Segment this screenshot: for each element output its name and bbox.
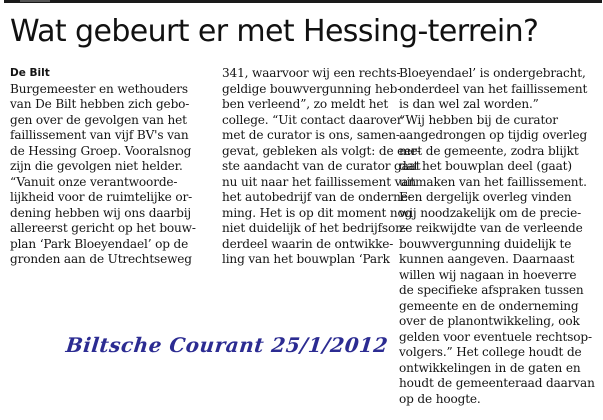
text-line: dat het bouwplan deel (gaat) [399, 159, 572, 173]
text-line: volgers.” Het college houdt de [399, 345, 582, 359]
text-line: allereerst gericht op het bouw- [10, 221, 196, 235]
text-line: Bloeyendael’ is ondergebracht, [399, 66, 586, 80]
text-line: willen wij nagaan in hoeverre [399, 267, 577, 282]
text-line: geldige bouwvergunning heb- [222, 81, 402, 96]
text-line: college. “Uit contact daarover [222, 112, 403, 127]
article-column-2 [222, 66, 421, 268]
source-date-stamp: Biltsche Courant 25/1/2012 [64, 333, 390, 357]
text-line: op de hoogte. [399, 391, 481, 406]
text-line: de specifieke afspraken tussen [399, 283, 584, 297]
top-scrap-mark [20, 0, 50, 2]
text-line: ze reikwijdte van de verleende [399, 221, 583, 235]
text-line: ling van het bouwplan ‘Park [222, 252, 390, 266]
text-line: gemeente en de onderneming [399, 298, 579, 313]
text-line: de Hessing Groep. Vooralsnog [10, 143, 192, 158]
text-line: Burgemeester en wethouders [10, 81, 188, 96]
text-line: met de curator is ons, samen- [222, 128, 400, 142]
text-line: bouwvergunning duidelijk te [399, 236, 572, 251]
text-line: van De Bilt hebben zich gebo- [10, 97, 190, 111]
text-line: ste aandacht van de curator gaat [222, 159, 421, 173]
text-line: gelden voor eventuele rechtsop- [399, 329, 592, 344]
text-line: “Vanuit onze verantwoorde- [10, 174, 178, 189]
text-line: dening hebben wij ons daarbij [10, 205, 192, 220]
text-line: ming. Het is op dit moment nog [222, 205, 413, 220]
text-line: niet duidelijk of het bedrijfson- [222, 221, 407, 235]
text-line: aangedrongen op tijdig overleg [399, 128, 588, 142]
text-line: onderdeel van het faillissement [399, 81, 588, 96]
text-line: ontwikkelingen in de gaten en [399, 360, 581, 375]
text-line: derdeel waarin de ontwikke- [222, 236, 394, 251]
text-line: kunnen aangeven. Daarnaast [399, 252, 575, 266]
text-line: ben verleend”, zo meldt het [222, 97, 389, 111]
text-line: plan ‘Park Bloeyendael’ op de [10, 236, 189, 251]
text-line: lijkheid voor de ruimtelijke or- [10, 190, 193, 204]
text-line: gen over de gevolgen van het [10, 112, 187, 127]
article-column-1 [10, 66, 214, 268]
text-line: met de gemeente, zodra blijkt [399, 143, 579, 158]
text-line: nu uit naar het faillissement van [222, 174, 416, 189]
text-line: 341, waarvoor wij een rechts- [222, 66, 401, 80]
text-line: gronden aan de Utrechtseweg [10, 252, 192, 266]
text-line: “Wij hebben bij de curator [399, 112, 558, 127]
text-line: wij noodzakelijk om de precie- [399, 205, 582, 220]
text-line: faillissement van vijf BV's van [10, 128, 189, 142]
text-line: Een dergelijk overleg vinden [399, 190, 572, 204]
text-line: gevat, gebleken als volgt: de eer- [222, 143, 421, 158]
article-column-3 [399, 66, 599, 407]
article-headline: Wat gebeurt er met Hessing-terrein? [10, 14, 539, 49]
dateline: De Bilt [10, 67, 50, 79]
text-line: zijn die gevolgen niet helder. [10, 159, 183, 173]
text-line: over de planontwikkeling, ook [399, 314, 580, 328]
text-line: is dan wel zal worden.” [399, 97, 539, 111]
text-line: het autobedrijf van de onderne- [222, 190, 412, 204]
text-line: houdt de gemeenteraad daarvan [399, 376, 595, 390]
top-rule [4, 0, 602, 3]
text-line: uitmaken van het faillissement. [399, 174, 587, 189]
